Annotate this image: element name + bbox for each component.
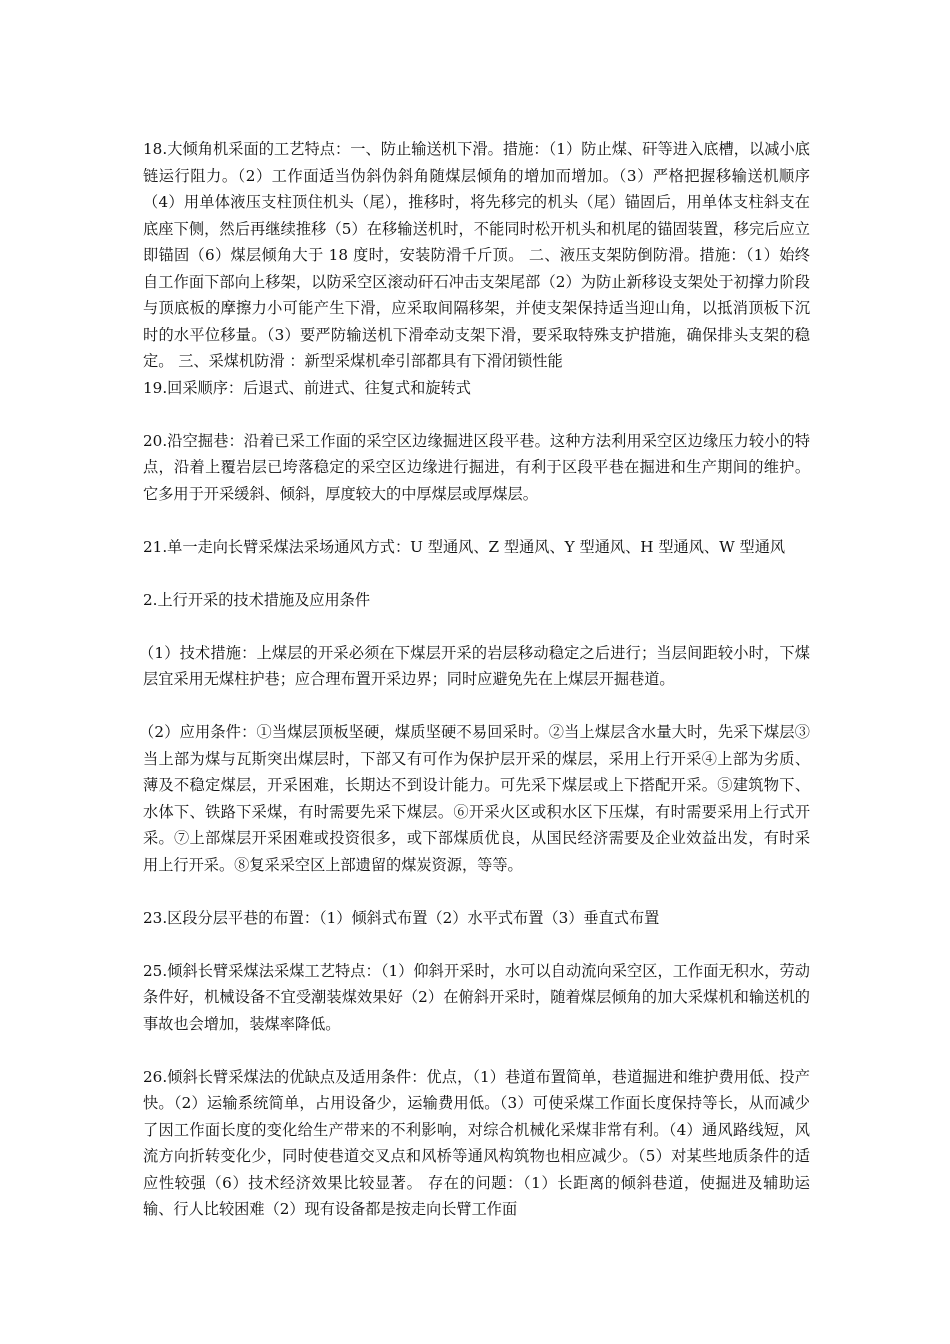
paragraph-21: 21.单一走向长臂采煤法采场通风方式：U 型通风、Z 型通风、Y 型通风、H 型通风、W 型通风: [143, 537, 786, 556]
paragraph-19: 19.回采顺序：后退式、前进式、往复式和旋转式: [143, 378, 471, 397]
paragraph-23: 23.区段分层平巷的布置：（1）倾斜式布置（2）水平式布置（3）垂直式布置: [143, 908, 660, 927]
paragraph-2-measures: （1）技术措施：上煤层的开采必须在下煤层开采的岩层移动稳定之后进行；当层间距较小时，下煤层宜采用无煤柱护巷；应合理布置开采边界；同时应避免先在上煤层开掘巷道。: [139, 643, 810, 688]
paragraph-25: 25.倾斜长臂采煤法采煤工艺特点：（1）仰斜开采时，水可以自动流向采空区，工作面无积水，劳动条件好，机械设备不宜受潮装煤效果好（2）在俯斜开采时，随着煤层倾角的加大采煤机和输送机的事故也会增加，装煤率降低。: [143, 961, 810, 1033]
paragraph-20: 20.沿空掘巷：沿着已采工作面的采空区边缘掘进区段平巷。这种方法利用采空区边缘压力较小的特点，沿着上覆岩层已垮落稳定的采空区边缘进行掘进，有利于区段平巷在掘进和生产期间的维护。它多用于开采缓斜、倾斜，厚度较大的中厚煤层或厚煤层。: [143, 431, 810, 503]
document-page: [139, 136, 810, 1223]
paragraph-2-heading: 2.上行开采的技术措施及应用条件: [143, 590, 371, 609]
paragraph-18: 18.大倾角机采面的工艺特点：一、防止输送机下滑。措施：（1）防止煤、矸等进入底槽，以减小底链运行阻力。（2）工作面适当伪斜伪斜角随煤层倾角的增加而增加。（3）严格把握移输送机顺序（4）用单体液压支柱顶住机头（尾），推移时，将先移完的机头（尾）锚固后，用单体支柱斜支在底座下侧，然后再继续推移（5）在移输送机时，不能同时松开机头和机尾的锚固装置，移完后应立即锚固（6）煤层倾角大于 18 度时，安装防滑千斤顶。 二、液压支架防倒防滑。措施：（1）始终自工作面下部向上移架，以防采空区滚动矸石冲击支架尾部（2）为防止新移设支架处于初撑力阶段与顶底板的摩擦力小可能产生下滑，应采取间隔移架，并使支架保持适当迎山角，以抵消顶板下沉时的水平位移量。（3）要严防输送机下滑牵动支架下滑，要采取特殊支护措施，确保排头支架的稳定。 三、采煤机防滑 ：新型采煤机牵引部都具有下滑闭锁性能: [143, 140, 810, 370]
paragraph-26: 26.倾斜长臂采煤法的优缺点及适用条件：优点，（1）巷道布置简单，巷道掘进和维护费用低、投产快。（2）运输系统简单，占用设备少，运输费用低。（3）可使采煤工作面长度保持等长，从而减少了因工作面长度的变化给生产带来的不利影响，对综合机械化采煤非常有利。（4）通风路线短，风流方向折转变化少，同时使巷道交叉点和风桥等通风构筑物也相应减少。（5）对某些地质条件的适应性较强（6）技术经济效果比较显著。 存在的问题：（1）长距离的倾斜巷道，使掘进及辅助运输、行人比较困难（2）现有设备都是按走向长臂工作面: [143, 1067, 810, 1218]
paragraph-2-conditions: （2）应用条件：①当煤层顶板坚硬，煤质坚硬不易回采时。②当上煤层含水量大时，先采下煤层③当上部为煤与瓦斯突出煤层时，下部又有可作为保护层开采的煤层，采用上行开采④上部为劣质、薄及不稳定煤层，开采困难，长期达不到设计能力。可先采下煤层或上下搭配开采。⑤建筑物下、水体下、铁路下采煤，有时需要先采下煤层。⑥开采火区或积水区下压煤，有时需要采用上行式开采。⑦上部煤层开采困难或投资很多，或下部煤质优良，从国民经济需要及企业效益出发，有时采用上行开采。⑧复采采空区上部遗留的煤炭资源，等等。: [139, 723, 810, 874]
